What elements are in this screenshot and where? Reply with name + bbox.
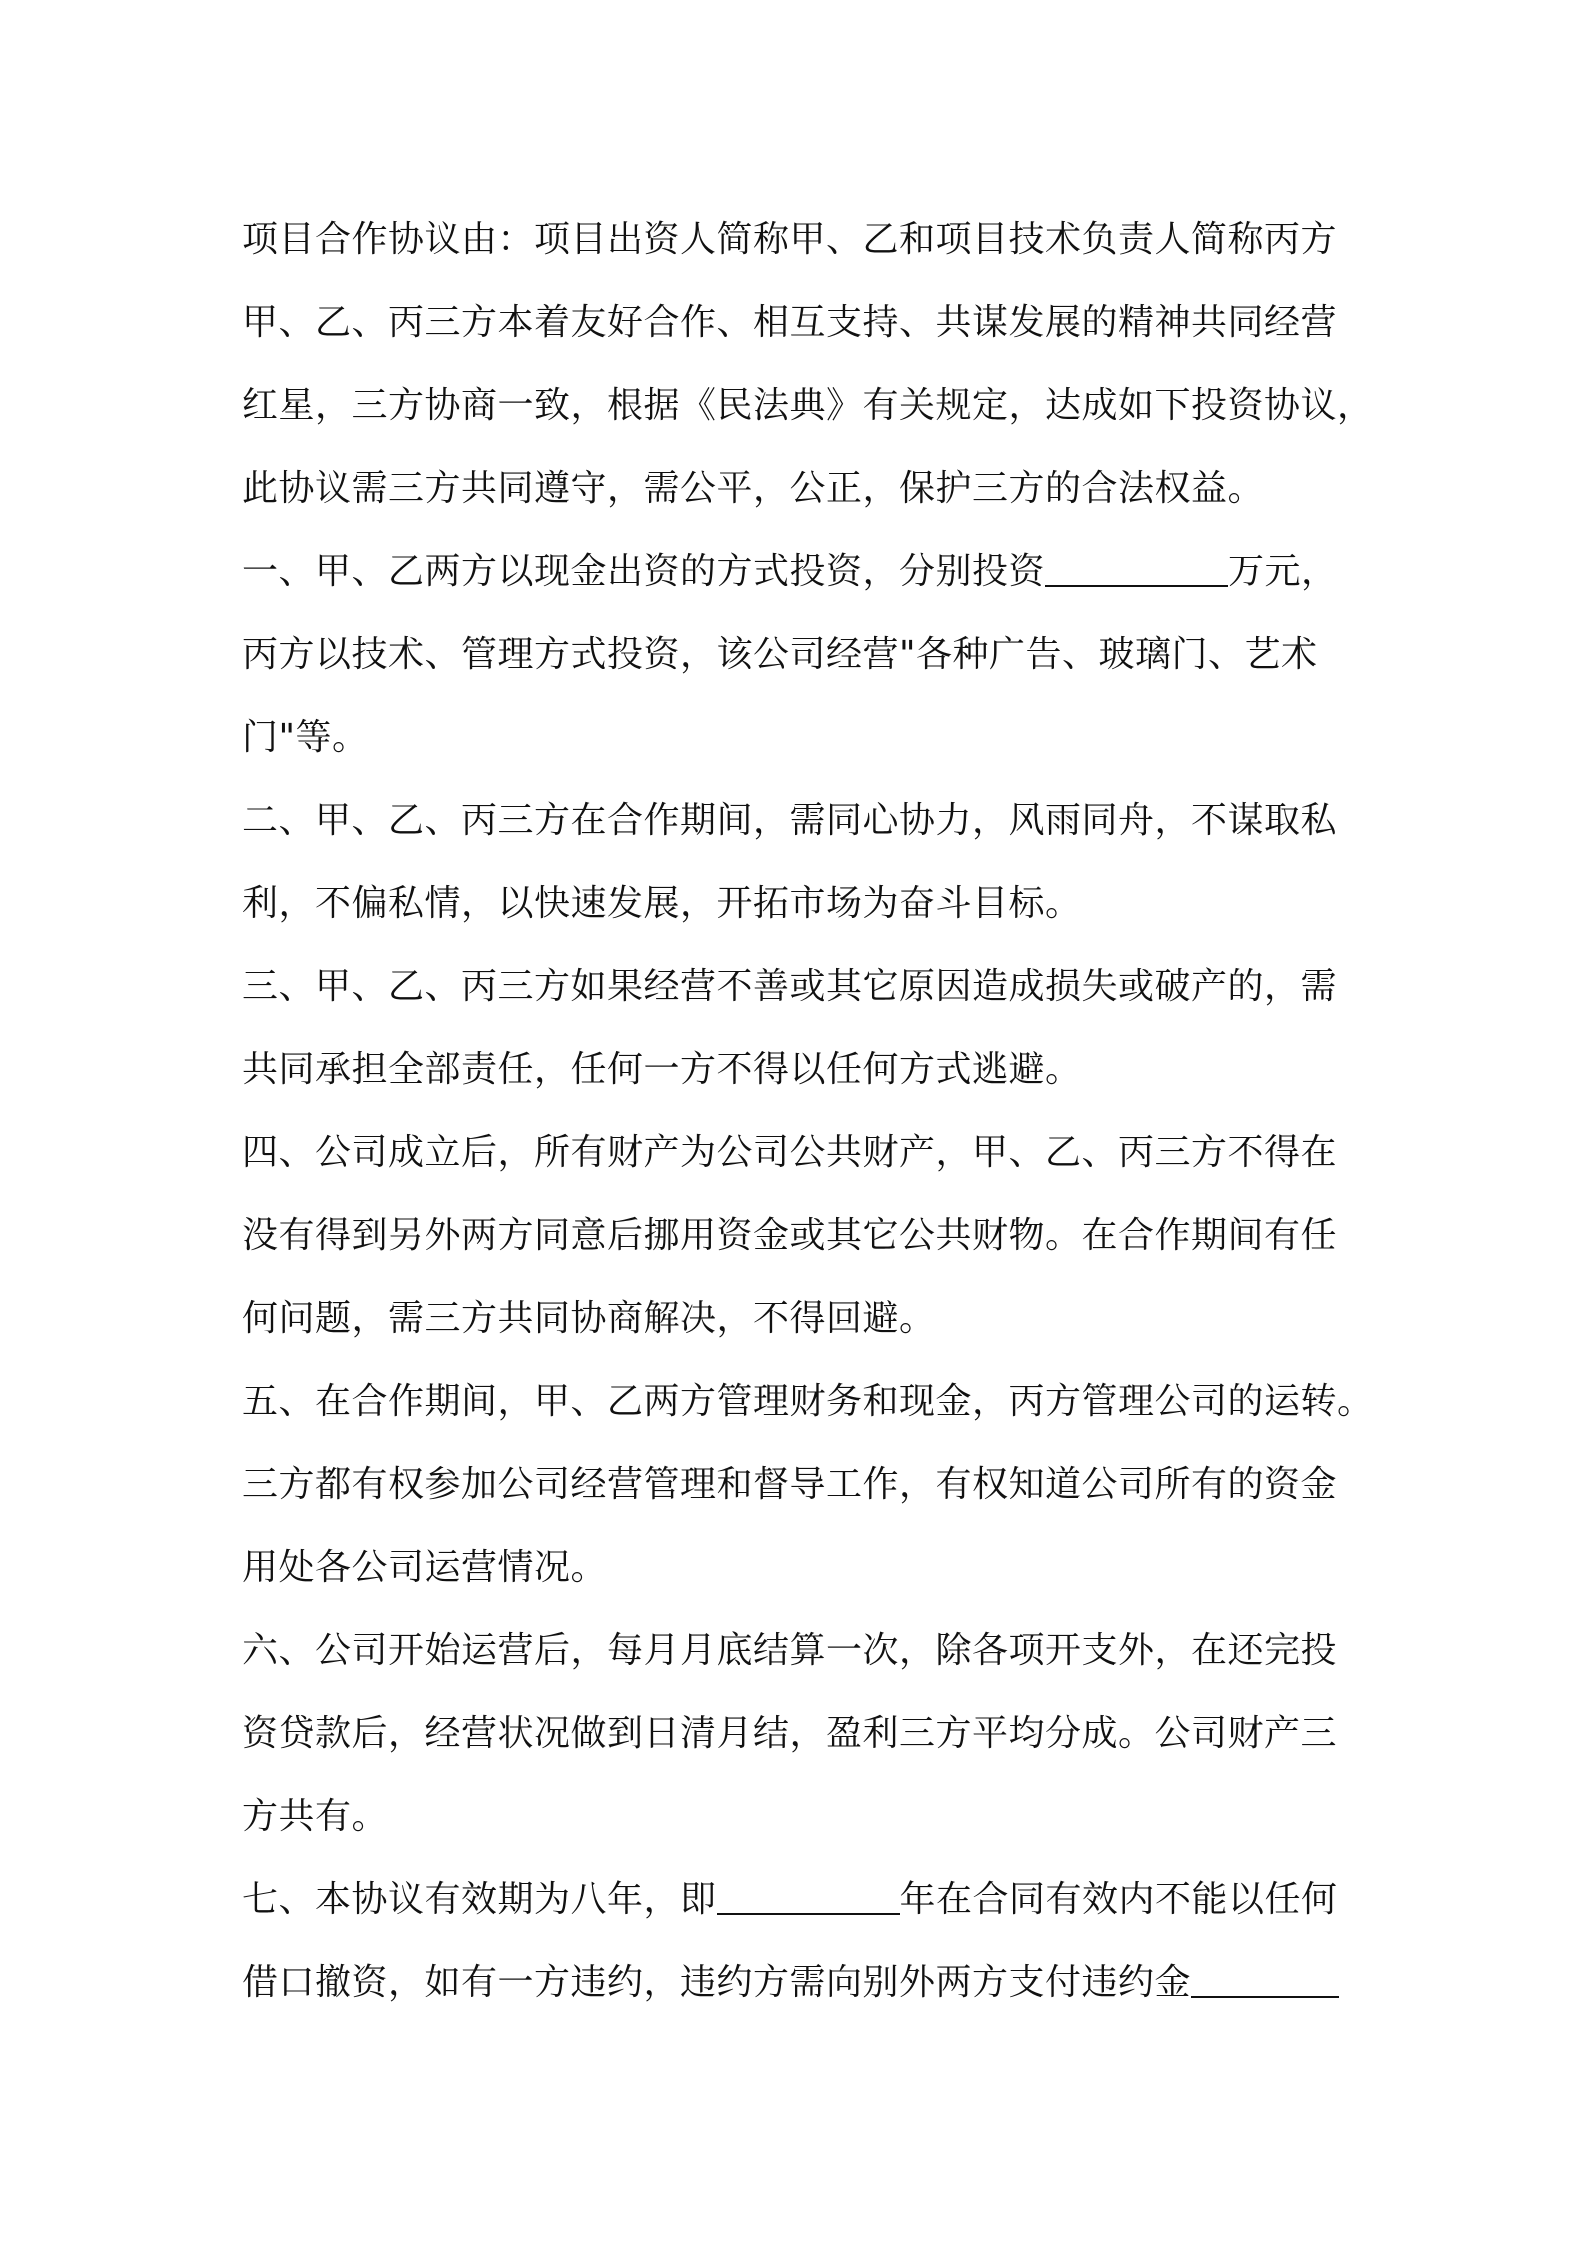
clause-2-line-2: 利，不偏私情，以快速发展，开拓市场为奋斗目标。 xyxy=(242,883,1082,924)
clause-1-line-2: 丙方以技术、管理方式投资，该公司经营"各种广告、玻璃门、艺术 xyxy=(242,634,1318,675)
clause-3-line-1: 三、甲、乙、丙三方如果经营不善或其它原因造成损失或破产的，需 xyxy=(242,966,1338,1007)
clause-5-line-3: 用处各公司运营情况。 xyxy=(242,1547,608,1588)
intro-line-2: 甲、乙、丙三方本着友好合作、相互支持、共谋发展的精神共同经营 xyxy=(242,302,1338,343)
clause-1-line-3: 门"等。 xyxy=(242,717,369,758)
clause-2-line-1: 二、甲、乙、丙三方在合作期间，需同心协力，风雨同舟，不谋取私 xyxy=(242,800,1338,841)
investment-amount-blank[interactable] xyxy=(1045,549,1228,587)
clause-4-line-2: 没有得到另外两方同意后挪用资金或其它公共财物。在合作期间有任 xyxy=(242,1215,1338,1256)
clause-6-line-3: 方共有。 xyxy=(242,1796,389,1837)
clause-3-line-2: 共同承担全部责任，任何一方不得以任何方式逃避。 xyxy=(242,1049,1082,1090)
intro-line-3: 红星，三方协商一致，根据《民法典》有关规定，达成如下投资协议， xyxy=(242,385,1374,426)
intro-line-4: 此协议需三方共同遵守，需公平，公正，保护三方的合法权益。 xyxy=(242,468,1265,509)
clause-7-line-1: 七、本协议有效期为八年，即 年在合同有效内不能以任何 xyxy=(242,1879,1338,1920)
term-years-blank[interactable] xyxy=(717,1877,900,1915)
clause-5-line-1: 五、在合作期间，甲、乙两方管理财务和现金，丙方管理公司的运转。 xyxy=(242,1381,1374,1422)
clause-6-line-2: 资贷款后，经营状况做到日清月结，盈利三方平均分成。公司财产三 xyxy=(242,1713,1338,1754)
clause-7-line-2: 借口撤资，如有一方违约，违约方需向别外两方支付违约金 xyxy=(242,1941,1358,2024)
clause-1-line-1: 一、甲、乙两方以现金出资的方式投资，分别投资 万元， xyxy=(242,551,1338,592)
clause-6-line-1: 六、公司开始运营后，每月月底结算一次，除各项开支外，在还完投 xyxy=(242,1630,1338,1671)
clause-4-line-3: 何问题，需三方共同协商解决，不得回避。 xyxy=(242,1298,936,1339)
intro-line-1: 项目合作协议由：项目出资人简称甲、乙和项目技术负责人简称丙方 xyxy=(242,219,1338,260)
clause-4-line-1: 四、公司成立后，所有财产为公司公共财产，甲、乙、丙三方不得在 xyxy=(242,1132,1338,1173)
penalty-amount-blank[interactable] xyxy=(1191,1960,1339,1998)
clause-5-line-2: 三方都有权参加公司经营管理和督导工作，有权知道公司所有的资金 xyxy=(242,1464,1338,1505)
document-page xyxy=(242,198,1374,2024)
